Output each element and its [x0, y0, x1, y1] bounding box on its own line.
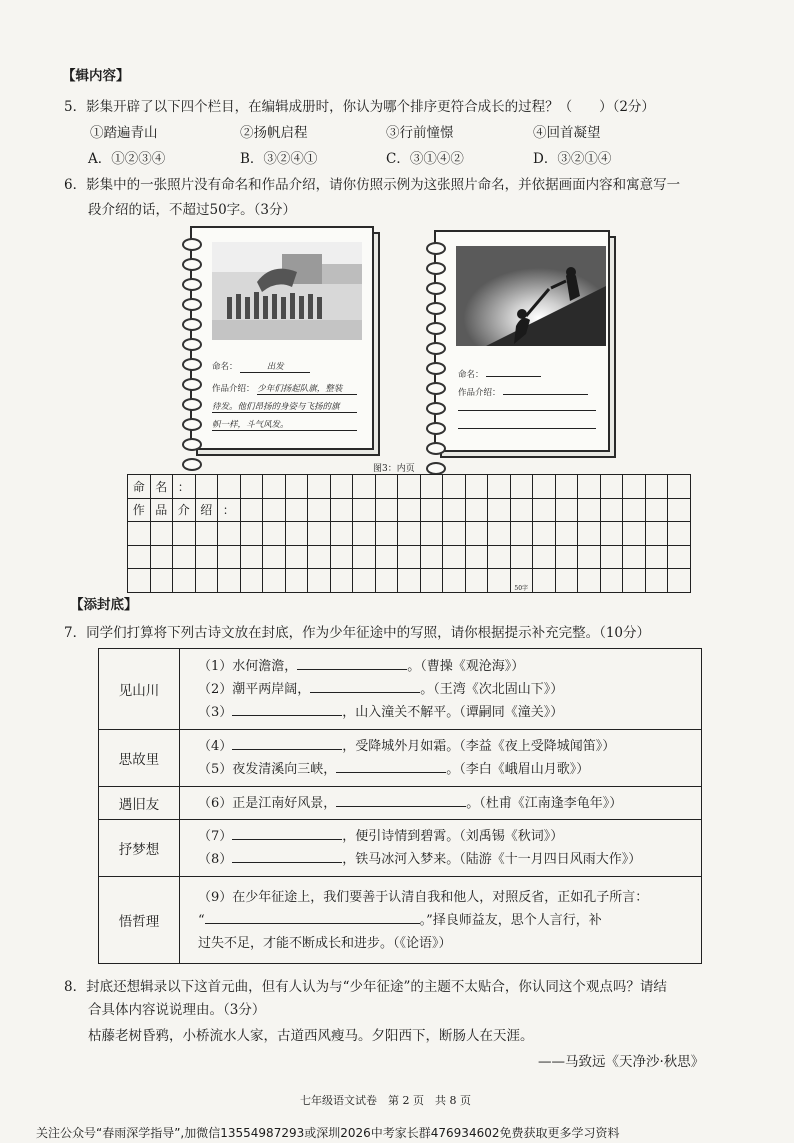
- q7-line-2-pre: （2）潮平两岸阔，: [198, 681, 311, 697]
- section-header-back-cover: 【添封底】: [70, 597, 138, 613]
- grid-label-char: ：: [218, 498, 241, 522]
- q7-blank-2[interactable]: [310, 678, 420, 693]
- q5-column-2: ②扬帆启程: [240, 125, 308, 141]
- q8-poem-source: ——马致远《天净沙·秋思》: [538, 1054, 705, 1070]
- q7-blank-3[interactable]: [232, 701, 342, 716]
- grid-50-mark: 50字: [510, 569, 533, 593]
- q7-blank-4[interactable]: [232, 735, 342, 750]
- page-footer: 七年级语文试卷 第 2 页 共 8 页: [300, 1094, 471, 1107]
- figure-caption: 图3：内页: [373, 464, 415, 474]
- nb2-intro-label: 作品介绍：: [458, 388, 501, 398]
- q7-line-8-post: ，铁马冰河入梦来。（陆游《十一月四日风雨大作》）: [342, 852, 642, 867]
- q7-line-6-pre: （6）正是江南好风景，: [198, 795, 337, 811]
- nb2-intro-blank-2[interactable]: [458, 410, 596, 411]
- example-notebook: [190, 226, 374, 450]
- q7-line-1-pre: （1）水何澹澹，: [198, 658, 298, 674]
- group-label: 思故里: [99, 730, 180, 787]
- nb2-intro-blank-3[interactable]: [458, 428, 596, 429]
- q7-line-6-post: 。（杜甫《江南逢李龟年》）: [466, 795, 623, 811]
- q7-line-9a: （9）在少年征途上，我们要善于认清自我和他人，对照反省，正如孔子所言：: [198, 889, 649, 905]
- q7-blank-6[interactable]: [336, 792, 466, 807]
- section-header-content: 【辑内容】: [62, 68, 130, 84]
- nb1-intro-line2: 待发。他们昂扬的身姿与飞扬的旗: [212, 400, 357, 413]
- q7-line-1-post: 。（曹操《观沧海》）: [407, 658, 525, 674]
- spiral-binding: [426, 242, 446, 482]
- q5-option-c[interactable]: C．③①④②: [386, 151, 464, 167]
- nb1-intro-label: 作品介绍：: [212, 384, 255, 394]
- q5-column-4: ④回首凝望: [533, 125, 601, 141]
- q8-stem-line2: 合具体内容说说理由。（3分）: [88, 1002, 266, 1018]
- grid-label-char: ：: [173, 475, 196, 499]
- group-label: 悟哲理: [99, 877, 180, 964]
- q7-line-5-pre: （5）夜发清溪向三峡，: [198, 762, 337, 777]
- promo-note: 关注公众号“春雨深学指导”,加微信13554987293或深圳2026中考家长群476934602免费获取更多学习资料: [36, 1126, 620, 1140]
- grid-label-char: 命: [128, 475, 151, 499]
- q7-blank-5[interactable]: [336, 758, 446, 773]
- nb2-intro-blank-1[interactable]: [503, 394, 588, 395]
- grid-label-char: 品: [150, 498, 173, 522]
- q8-stem-line1: 8．封底还想辑录以下这首元曲，但有人认为与“少年征途”的主题不太贴合，你认同这个观点吗？请结: [64, 979, 667, 995]
- q7-line-7-post: ，便引诗情到碧霄。（刘禹锡《秋词》）: [342, 829, 564, 844]
- nb2-name-label: 命名：: [458, 370, 484, 380]
- q5-column-3: ③行前憧憬: [386, 125, 454, 141]
- example-photo: [212, 242, 362, 340]
- climbing-photo: [456, 246, 606, 346]
- q7-line-9c: 过失不足，才能不断成长和进步。（《论语》）: [198, 935, 452, 951]
- q5-option-a[interactable]: A．①②③④: [88, 151, 166, 167]
- q7-blank-8[interactable]: [232, 848, 342, 863]
- q7-line-5-post: 。（李白《峨眉山月歌》）: [446, 762, 590, 777]
- nb1-intro-line3: 帜一样，斗气风发。: [212, 418, 357, 431]
- spiral-binding: [182, 238, 202, 478]
- q7-line-3-post: ，山入潼关不解平。（谭嗣同《潼关》）: [342, 704, 564, 720]
- q7-blank-1[interactable]: [297, 655, 407, 670]
- q6-stem-line1: 6．影集中的一张照片没有命名和作品介绍，请你仿照示例为这张照片命名，并依据画面内容和寓意写一: [64, 177, 681, 193]
- q7-stem: 7．同学们打算将下列古诗文放在封底，作为少年征途中的写照，请你根据提示补充完整。（10分）: [64, 625, 651, 641]
- nb1-name-label: 命名：: [212, 362, 238, 372]
- group-label: 抒梦想: [99, 820, 180, 877]
- group-label: 遇旧友: [99, 787, 180, 820]
- poem-fill-table: [98, 648, 702, 964]
- q7-line-9b-pre: “: [198, 912, 205, 928]
- q7-blank-7[interactable]: [232, 825, 342, 840]
- grid-label-char: 名: [150, 475, 173, 499]
- q7-line-9b-post: 。”择良师益友，思个人言行，补: [419, 912, 602, 928]
- q7-line-8-pre: （8）: [198, 852, 233, 867]
- q5-column-1: ①踏遍青山: [90, 125, 158, 141]
- blank-notebook: [434, 230, 610, 452]
- q5-stem: 5．影集开辟了以下四个栏目，在编辑成册时，你认为哪个排序更符合成长的过程？（ ）（2分）: [64, 99, 655, 115]
- q7-line-4-pre: （4）: [198, 739, 233, 754]
- q7-line-2-post: 。（王湾《次北固山下》）: [420, 681, 564, 697]
- nb1-name-value: 出发: [240, 360, 310, 373]
- nb1-intro-line1: 少年们扬起队旗，整装: [257, 382, 357, 395]
- q7-line-7-pre: （7）: [198, 829, 233, 844]
- q5-option-b[interactable]: B．③②④①: [240, 151, 318, 167]
- group-label: 见山川: [99, 649, 180, 730]
- grid-label-char: 介: [173, 498, 196, 522]
- grid-label-char: 作: [128, 498, 151, 522]
- q7-line-3-pre: （3）: [198, 704, 233, 720]
- q6-stem-line2: 段介绍的话，不超过50字。（3分）: [88, 202, 297, 218]
- q7-blank-9[interactable]: [205, 909, 420, 924]
- grid-label-char: 绍: [195, 498, 218, 522]
- nb2-name-blank[interactable]: [486, 376, 541, 377]
- q5-option-d[interactable]: D．③②①④: [533, 151, 612, 167]
- q7-line-4-post: ，受降城外月如霜。（李益《夜上受降城闻笛》）: [342, 739, 616, 754]
- answer-grid[interactable]: [127, 474, 691, 593]
- q8-poem: 枯藤老树昏鸦，小桥流水人家，古道西风瘦马。夕阳西下，断肠人在天涯。: [88, 1028, 534, 1044]
